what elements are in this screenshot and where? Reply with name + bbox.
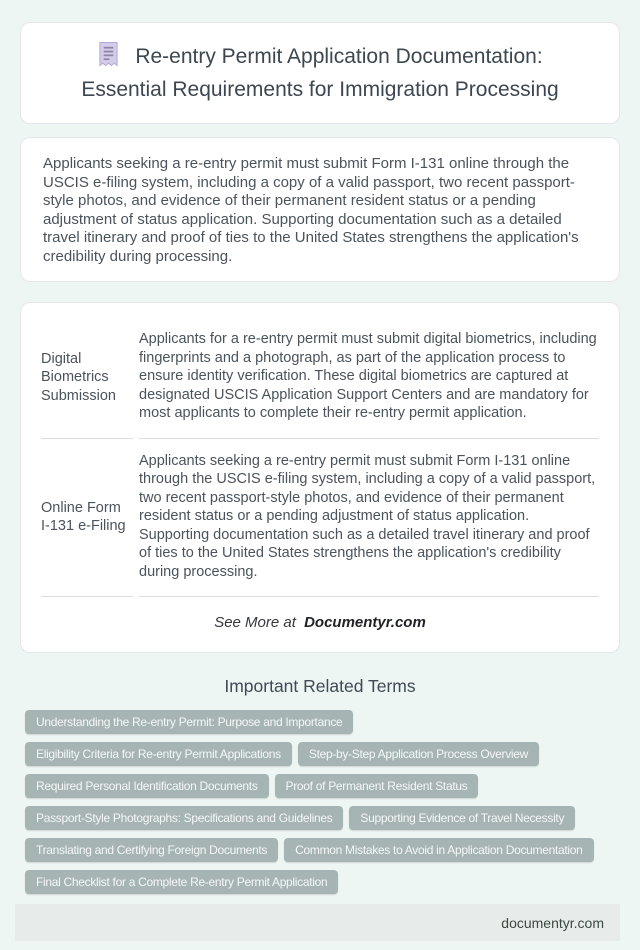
glossary-card [20,302,620,653]
table-row [41,439,599,598]
glossary-description-cell: Applicants for a re-entry permit must submit digital biometrics, including fingerprints and a photograph, as part of the application process to ensure identity verification. These digital biometrics are captured at designated USCIS Application Support Centers and are mandatory for most applicants to complete their re-entry permit application. [139,317,599,439]
glossary-term-cell: Digital Biometrics Submission [41,317,133,439]
page-title-text-1: Re-entry Permit Application Documentation: [135,45,543,68]
related-term-tag[interactable]: Proof of Permanent Resident Status [275,774,479,798]
intro-paragraph: Applicants seeking a re-entry permit must submit Form I-131 online through the USCIS e-filing system, including a copy of a valid passport, two recent passport-style photos, and evidence of their permanent resident status or a pending adjustment of status application. Supporting documentation such as a detailed travel itinerary and proof of ties to the United States strengthens the application's credibility during processing. [43,155,579,265]
title-card [20,22,620,124]
related-term-tag[interactable]: Supporting Evidence of Travel Necessity [349,806,575,830]
related-terms-heading: Important Related Terms [224,676,416,696]
related-term-tag[interactable]: Final Checklist for a Complete Re-entry Permit Application [25,870,338,894]
intro-card [20,137,620,282]
related-term-tag[interactable]: Understanding the Re-entry Permit: Purpose and Importance [25,710,353,734]
glossary-description-cell: Applicants seeking a re-entry permit must submit Form I-131 online through the USCIS e-filing system, including a copy of a valid passport, two recent passport-style photos, and evidence of their permanent resident status or a pending adjustment of status application. Supporting documentation such as a detailed travel itinerary and proof of ties to the United States strengthens the application's credibility during processing. [139,439,599,598]
table-row [41,317,599,439]
related-term-tag[interactable]: Eligibility Criteria for Re-entry Permit Applications [25,742,292,766]
related-term-tag[interactable]: Required Personal Identification Documents [25,774,269,798]
receipt-icon [97,41,120,68]
footer-site-name: documentyr.com [501,914,604,931]
page-title-line-2: Essential Requirements for Immigration Processing [81,78,559,101]
related-term-tag[interactable]: Passport-Style Photographs: Specifications and Guidelines [25,806,343,830]
footer-bar [15,904,620,941]
related-term-tag[interactable]: Translating and Certifying Foreign Documents [25,838,278,862]
page [0,22,640,941]
page-title-line-1 [43,40,597,73]
see-more-prefix: See More at [214,614,296,631]
glossary-table [35,317,605,597]
see-more-note [35,597,605,644]
glossary-term-cell: Online Form I-131 e-Filing [41,439,133,598]
see-more-site-name: Documentyr.com [304,614,426,631]
related-term-tag[interactable]: Step-by-Step Application Process Overview [298,742,539,766]
related-terms-tag-cloud [25,710,622,894]
related-term-tag[interactable]: Common Mistakes to Avoid in Application Documentation [284,838,593,862]
page-title [43,40,597,106]
